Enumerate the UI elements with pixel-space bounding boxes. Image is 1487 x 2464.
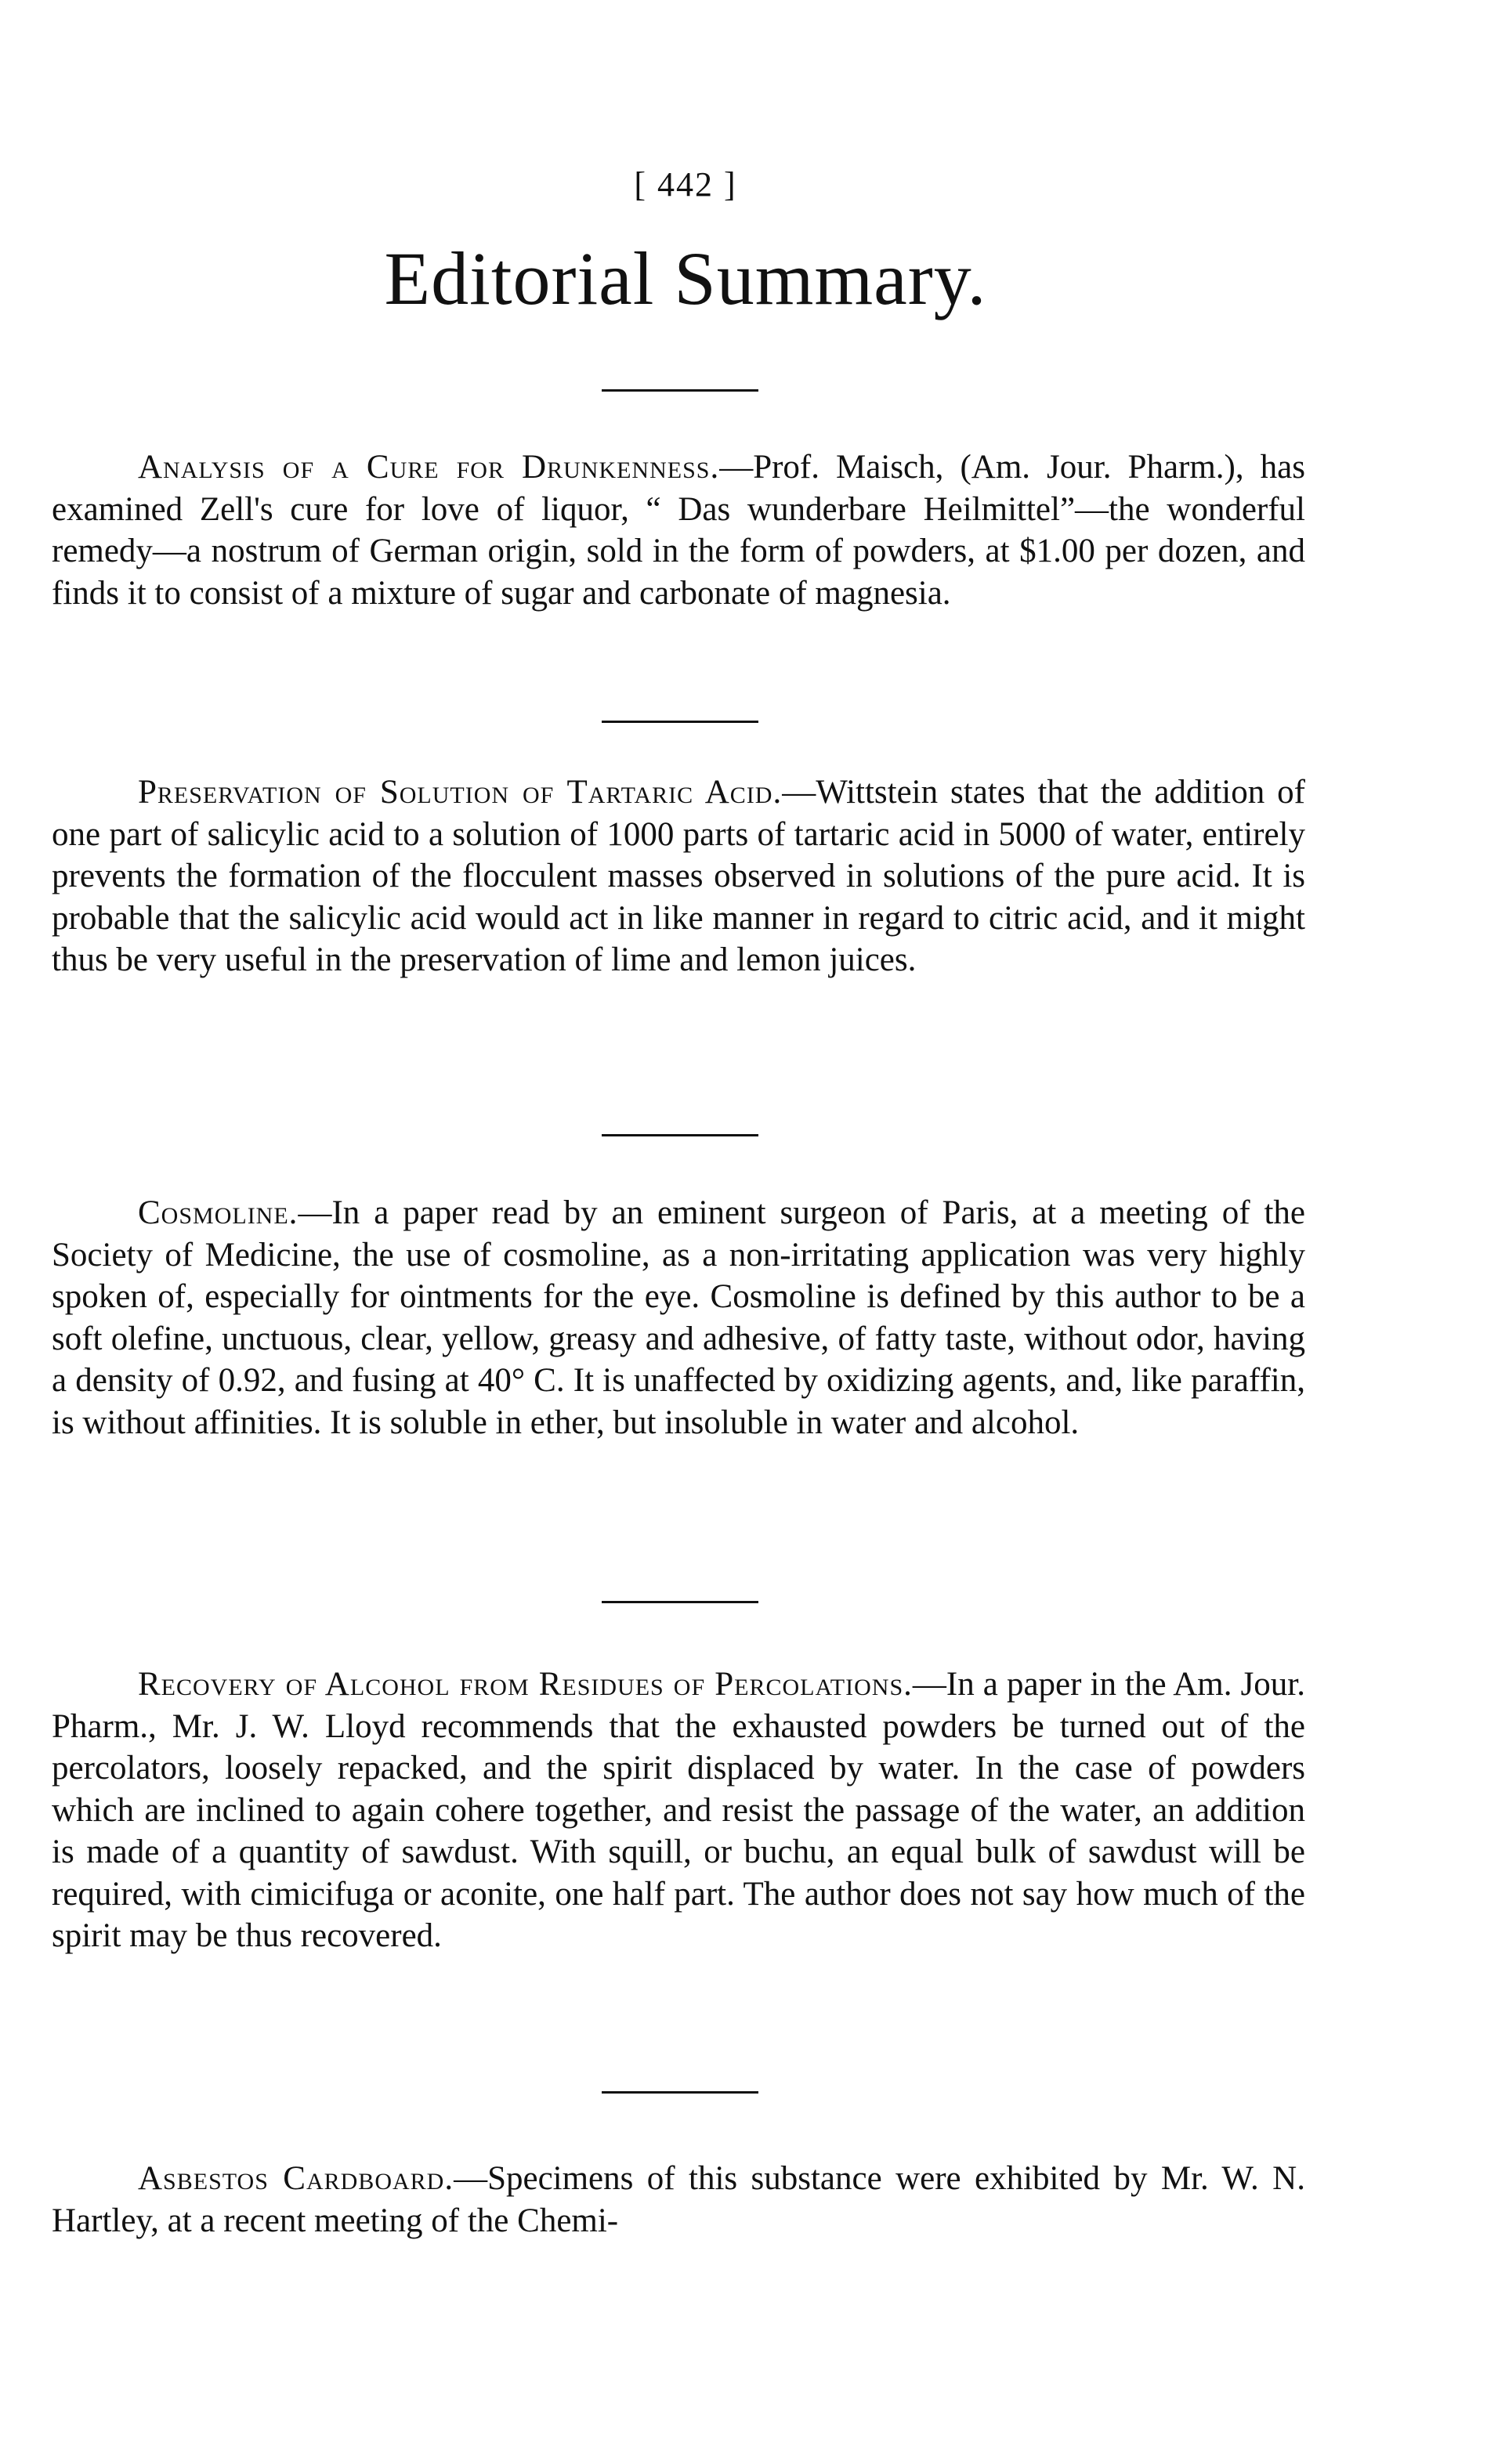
- section-divider: [602, 1601, 758, 1603]
- article-drunkenness-cure: [52, 446, 1305, 614]
- page-number: [ 442 ]: [634, 165, 737, 204]
- article-tartaric-acid: [52, 771, 1305, 981]
- article-body: —Wittstein states that the addition of one part of salicylic acid to a solution of 1000 parts of tartaric acid in 5000 of water, entirely prevents the formation of the flocculent masses observed in solutions of the pure acid. It is probable that the salicylic acid would act in like manner in regard to citric acid, and it might thus be very useful in the preservation of lime and lemon juices.: [52, 774, 1305, 978]
- article-body: —Prof. Maisch, (Am. Jour. Pharm.), has examined Zell's cure for love of liquor, “ Das wunderbare Heilmittel”—the wonderful remedy—a nostrum of German origin, sold in the form of powders, at $1.00 per dozen, and finds it to consist of a mixture of sugar and carbonate of magnesia.: [52, 449, 1305, 612]
- article-paragraph: [52, 1664, 1305, 1957]
- article-alcohol-recovery: [52, 1664, 1305, 1957]
- section-divider: [602, 1134, 758, 1136]
- section-divider: [602, 389, 758, 392]
- article-body: —In a paper read by an eminent surgeon of Paris, at a meeting of the Society of Medicine, the use of cosmoline, as a non-irritating application was very highly spoken of, especially for ointments for the eye. Cosmoline is defined by this author to be a soft olefine, unctuous, clear, yellow, greasy and adhesive, of fatty taste, without odor, having a density of 0.92, and fusing at 40° C. It is unaffected by oxidizing agents, and, like paraffin, is without affinities. It is soluble in ether, but insoluble in water and alcohol.: [52, 1194, 1305, 1441]
- article-asbestos-cardboard: [52, 2158, 1305, 2242]
- page-title: Editorial Summary.: [384, 237, 987, 320]
- section-divider: [602, 721, 758, 723]
- article-heading: Analysis of a Cure for Drunkenness.: [138, 449, 720, 486]
- article-paragraph: [52, 446, 1305, 614]
- article-cosmoline: [52, 1192, 1305, 1443]
- article-heading: Asbestos Cardboard.: [138, 2160, 454, 2197]
- article-paragraph: [52, 2158, 1305, 2242]
- article-heading: Preservation of Solution of Tartaric Acid.: [138, 774, 783, 811]
- article-heading: Recovery of Alcohol from Residues of Percolations.: [138, 1666, 913, 1703]
- article-paragraph: [52, 1192, 1305, 1443]
- section-divider: [602, 2091, 758, 2094]
- article-body: —Specimens of this substance were exhibited by Mr. W. N. Hartley, at a recent meeting of the Chemi-: [52, 2160, 1305, 2239]
- article-heading: Cosmoline.: [138, 1194, 298, 1231]
- article-paragraph: [52, 771, 1305, 981]
- article-body: —In a paper in the Am. Jour. Pharm., Mr. J. W. Lloyd recommends that the exhausted powders be turned out of the percolators, loosely repacked, and the spirit displaced by water. In the case of powders which are inclined to again cohere together, and resist the passage of the water, an addition is made of a quantity of sawdust. With squill, or buchu, an equal bulk of sawdust will be required, with cimicifuga or aconite, one half part. The author does not say how much of the spirit may be thus recovered.: [52, 1666, 1306, 1954]
